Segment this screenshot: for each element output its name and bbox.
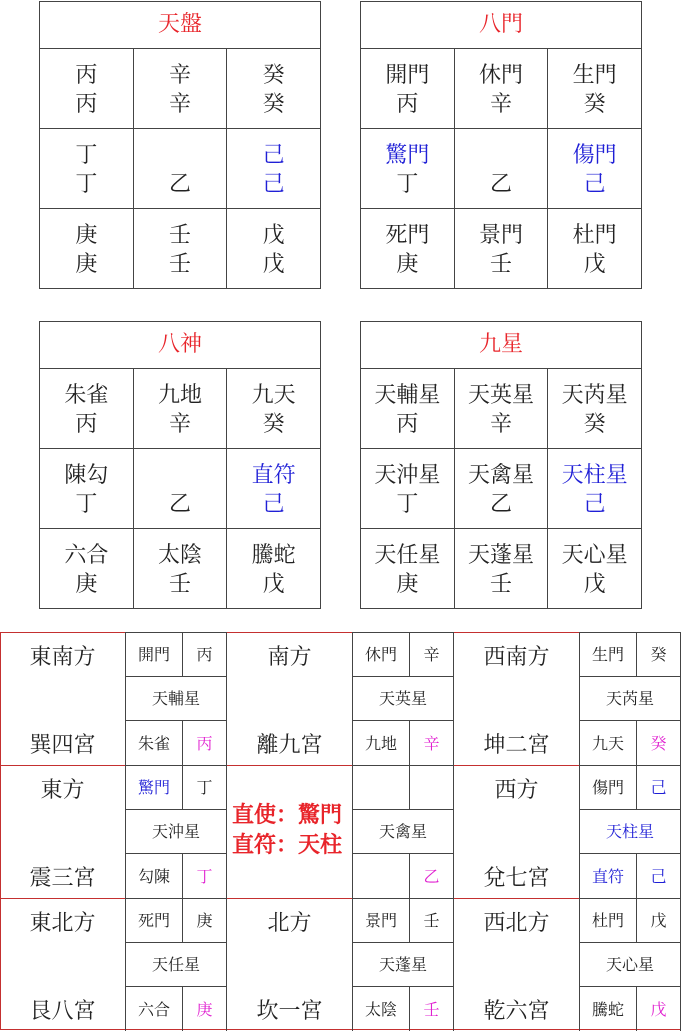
board-cell: [361, 129, 455, 208]
direction-label: 東南方: [29, 645, 96, 670]
cell-top-text: 丙: [75, 63, 98, 88]
cell-top-text: 九天: [251, 383, 296, 408]
door-cell: 死門: [125, 898, 182, 942]
board-cell: [40, 209, 134, 288]
board-row: [361, 529, 641, 608]
board-cell: [455, 49, 549, 128]
earth-stem-cell: 己: [636, 853, 681, 898]
door-cell: [352, 765, 409, 809]
heaven-stem-cell: 丁: [182, 765, 227, 809]
cell-top-text: 傷門: [572, 143, 617, 168]
cell-top-text: 杜門: [572, 223, 617, 248]
board-cell: [134, 449, 228, 528]
board-title: 天盤: [40, 2, 320, 49]
earth-stem-cell: 乙: [409, 853, 454, 898]
cell-bottom-text: 戊: [583, 572, 606, 597]
cell-top-text: 朱雀: [64, 383, 109, 408]
cell-bottom-text: 己: [583, 492, 606, 517]
palace-name: 坎一宮: [256, 999, 323, 1024]
palace-name: 艮八宮: [29, 999, 96, 1024]
direction-label: 北方: [267, 911, 312, 936]
board-cell: [548, 529, 641, 608]
board-row: [40, 49, 320, 129]
cell-bottom-text: 辛: [490, 412, 513, 437]
god-cell: 六合: [125, 986, 182, 1031]
cell-bottom-text: 壬: [490, 572, 513, 597]
board-cell: [361, 369, 455, 448]
tianpan-board: [39, 1, 321, 289]
cell-bottom-text: 庚: [396, 572, 419, 597]
board-row: [40, 529, 320, 608]
cell-bottom-text: 庚: [396, 252, 419, 277]
board-cell: [361, 49, 455, 128]
star-cell: 天蓬星: [352, 942, 454, 986]
god-cell: 朱雀: [125, 720, 182, 765]
god-cell: 直符: [579, 853, 636, 898]
heaven-stem-cell: 辛: [409, 632, 454, 676]
board-cell: [134, 129, 228, 208]
board-cell: [134, 49, 228, 128]
star-cell: 天禽星: [352, 809, 454, 853]
cell-top-text: 死門: [385, 223, 430, 248]
board-cell: [227, 369, 320, 448]
bashen-board: [39, 321, 321, 609]
palace-name: 巽四宮: [29, 733, 96, 758]
heaven-stem-cell: 癸: [636, 632, 681, 676]
direction-label: 東北方: [29, 911, 96, 936]
cell-bottom-text: 乙: [490, 172, 513, 197]
earth-stem-cell: 戊: [636, 986, 681, 1031]
cell-top-text: 天任星: [374, 543, 441, 568]
cell-top-text: [134, 141, 227, 170]
board-cell: [361, 209, 455, 288]
cell-top-text: [134, 461, 227, 490]
direction-label: 西北方: [483, 911, 550, 936]
board-cell: [40, 449, 134, 528]
direction-label: 西方: [494, 778, 539, 803]
cell-top-text: 天禽星: [468, 463, 535, 488]
cell-bottom-text: 丁: [396, 492, 419, 517]
center-duty-door: 直使：驚門: [232, 802, 343, 828]
board-cell: [40, 369, 134, 448]
earth-stem-cell: 辛: [409, 720, 454, 765]
board-cell: [227, 49, 320, 128]
cell-bottom-text: 辛: [490, 92, 513, 117]
board-cell: [548, 369, 641, 448]
board-row: [40, 369, 320, 449]
cell-bottom-text: 丁: [75, 492, 98, 517]
heaven-stem-cell: 壬: [409, 898, 454, 942]
god-cell: 九天: [579, 720, 636, 765]
earth-stem-cell: 壬: [409, 986, 454, 1031]
cell-bottom-text: 壬: [169, 572, 192, 597]
cell-top-text: 騰蛇: [251, 543, 296, 568]
cell-top-text: [455, 141, 548, 170]
nine-palace-grid: [0, 632, 682, 1031]
jiuxing-board: [360, 321, 642, 609]
cell-top-text: 辛: [169, 63, 192, 88]
cell-top-text: 驚門: [385, 143, 430, 168]
center-duty-star: 直符：天柱: [232, 832, 343, 858]
direction-label: 西南方: [483, 645, 550, 670]
cell-top-text: 景門: [479, 223, 524, 248]
cell-bottom-text: 壬: [490, 252, 513, 277]
board-cell: [455, 449, 549, 528]
earth-stem-cell: 癸: [636, 720, 681, 765]
cell-bottom-text: 癸: [583, 92, 606, 117]
cell-bottom-text: 丁: [75, 172, 98, 197]
board-row: [361, 129, 641, 209]
earth-stem-cell: 丙: [182, 720, 227, 765]
board-cell: [40, 129, 134, 208]
star-cell: 天英星: [352, 676, 454, 720]
cell-top-text: 天柱星: [561, 463, 628, 488]
star-cell: 天任星: [125, 942, 227, 986]
door-cell: 杜門: [579, 898, 636, 942]
cell-top-text: 六合: [64, 543, 109, 568]
cell-bottom-text: 丙: [75, 92, 98, 117]
cell-bottom-text: 丙: [396, 92, 419, 117]
cell-top-text: 生門: [572, 63, 617, 88]
cell-bottom-text: 己: [262, 492, 285, 517]
board-cell: [455, 209, 549, 288]
cell-bottom-text: 己: [583, 172, 606, 197]
board-cell: [548, 209, 641, 288]
board-row: [361, 209, 641, 288]
board-row: [361, 49, 641, 129]
bamen-board: [360, 1, 642, 289]
door-cell: 生門: [579, 632, 636, 676]
door-cell: 景門: [352, 898, 409, 942]
board-cell: [134, 209, 228, 288]
earth-stem-cell: 丁: [182, 853, 227, 898]
palace-name: 離九宮: [256, 733, 323, 758]
board-row: [40, 129, 320, 209]
cell-top-text: 開門: [385, 63, 430, 88]
cell-top-text: 己: [262, 143, 285, 168]
board-cell: [40, 529, 134, 608]
heaven-stem-cell: [409, 765, 454, 809]
cell-bottom-text: 丙: [396, 412, 419, 437]
board-row: [40, 449, 320, 529]
cell-top-text: 天英星: [468, 383, 535, 408]
cell-top-text: 休門: [479, 63, 524, 88]
palace-name: 兌七宮: [483, 866, 550, 891]
star-cell: 天柱星: [579, 809, 681, 853]
board-row: [361, 369, 641, 449]
star-cell: 天沖星: [125, 809, 227, 853]
star-cell: 天心星: [579, 942, 681, 986]
cell-bottom-text: 戊: [583, 252, 606, 277]
board-cell: [548, 449, 641, 528]
board-cell: [227, 449, 320, 528]
direction-label: 南方: [267, 645, 312, 670]
board-cell: [455, 129, 549, 208]
heaven-stem-cell: 庚: [182, 898, 227, 942]
board-cell: [227, 129, 320, 208]
cell-top-text: 壬: [169, 223, 192, 248]
cell-top-text: 癸: [262, 63, 285, 88]
cell-bottom-text: 丁: [396, 172, 419, 197]
cell-top-text: 九地: [158, 383, 203, 408]
board-cell: [455, 369, 549, 448]
cell-top-text: 丁: [75, 143, 98, 168]
star-cell: 天芮星: [579, 676, 681, 720]
cell-bottom-text: 癸: [262, 92, 285, 117]
board-cell: [134, 369, 228, 448]
cell-top-text: 天芮星: [561, 383, 628, 408]
palace-name: 乾六宮: [483, 999, 550, 1024]
god-cell: 騰蛇: [579, 986, 636, 1031]
cell-top-text: 天輔星: [374, 383, 441, 408]
door-cell: 休門: [352, 632, 409, 676]
earth-stem-cell: 庚: [182, 986, 227, 1031]
board-cell: [134, 529, 228, 608]
cell-top-text: 庚: [75, 223, 98, 248]
cell-top-text: 天蓬星: [468, 543, 535, 568]
cell-bottom-text: 壬: [169, 252, 192, 277]
board-cell: [227, 209, 320, 288]
cell-bottom-text: 戊: [262, 572, 285, 597]
board-cell: [455, 529, 549, 608]
cell-bottom-text: 庚: [75, 572, 98, 597]
cell-bottom-text: 己: [262, 172, 285, 197]
door-cell: 驚門: [125, 765, 182, 809]
board-cell: [40, 49, 134, 128]
cell-bottom-text: 丙: [75, 412, 98, 437]
door-cell: 開門: [125, 632, 182, 676]
board-row: [40, 209, 320, 288]
board-title: 九星: [361, 322, 641, 369]
board-cell: [548, 129, 641, 208]
star-cell: 天輔星: [125, 676, 227, 720]
cell-top-text: 陳勾: [64, 463, 109, 488]
board-cell: [548, 49, 641, 128]
cell-bottom-text: 癸: [262, 412, 285, 437]
board-cell: [361, 449, 455, 528]
cell-top-text: 直符: [251, 463, 296, 488]
direction-label: 東方: [40, 778, 85, 803]
board-title: 八門: [361, 2, 641, 49]
cell-top-text: 戊: [262, 223, 285, 248]
cell-bottom-text: 乙: [169, 492, 192, 517]
cell-top-text: 天心星: [561, 543, 628, 568]
board-title: 八神: [40, 322, 320, 369]
cell-bottom-text: 庚: [75, 252, 98, 277]
god-cell: [352, 853, 409, 898]
board-row: [361, 449, 641, 529]
door-cell: 傷門: [579, 765, 636, 809]
palace-name: 震三宮: [29, 866, 96, 891]
cell-bottom-text: 辛: [169, 412, 192, 437]
god-cell: 太陰: [352, 986, 409, 1031]
cell-bottom-text: 乙: [490, 492, 513, 517]
cell-top-text: 天沖星: [374, 463, 441, 488]
board-cell: [227, 529, 320, 608]
heaven-stem-cell: 己: [636, 765, 681, 809]
cell-bottom-text: 戊: [262, 252, 285, 277]
heaven-stem-cell: 丙: [182, 632, 227, 676]
heaven-stem-cell: 戊: [636, 898, 681, 942]
cell-bottom-text: 辛: [169, 92, 192, 117]
god-cell: 九地: [352, 720, 409, 765]
cell-bottom-text: 乙: [169, 172, 192, 197]
god-cell: 勾陳: [125, 853, 182, 898]
palace-name: 坤二宮: [483, 733, 550, 758]
cell-bottom-text: 癸: [583, 412, 606, 437]
board-cell: [361, 529, 455, 608]
cell-top-text: 太陰: [158, 543, 203, 568]
